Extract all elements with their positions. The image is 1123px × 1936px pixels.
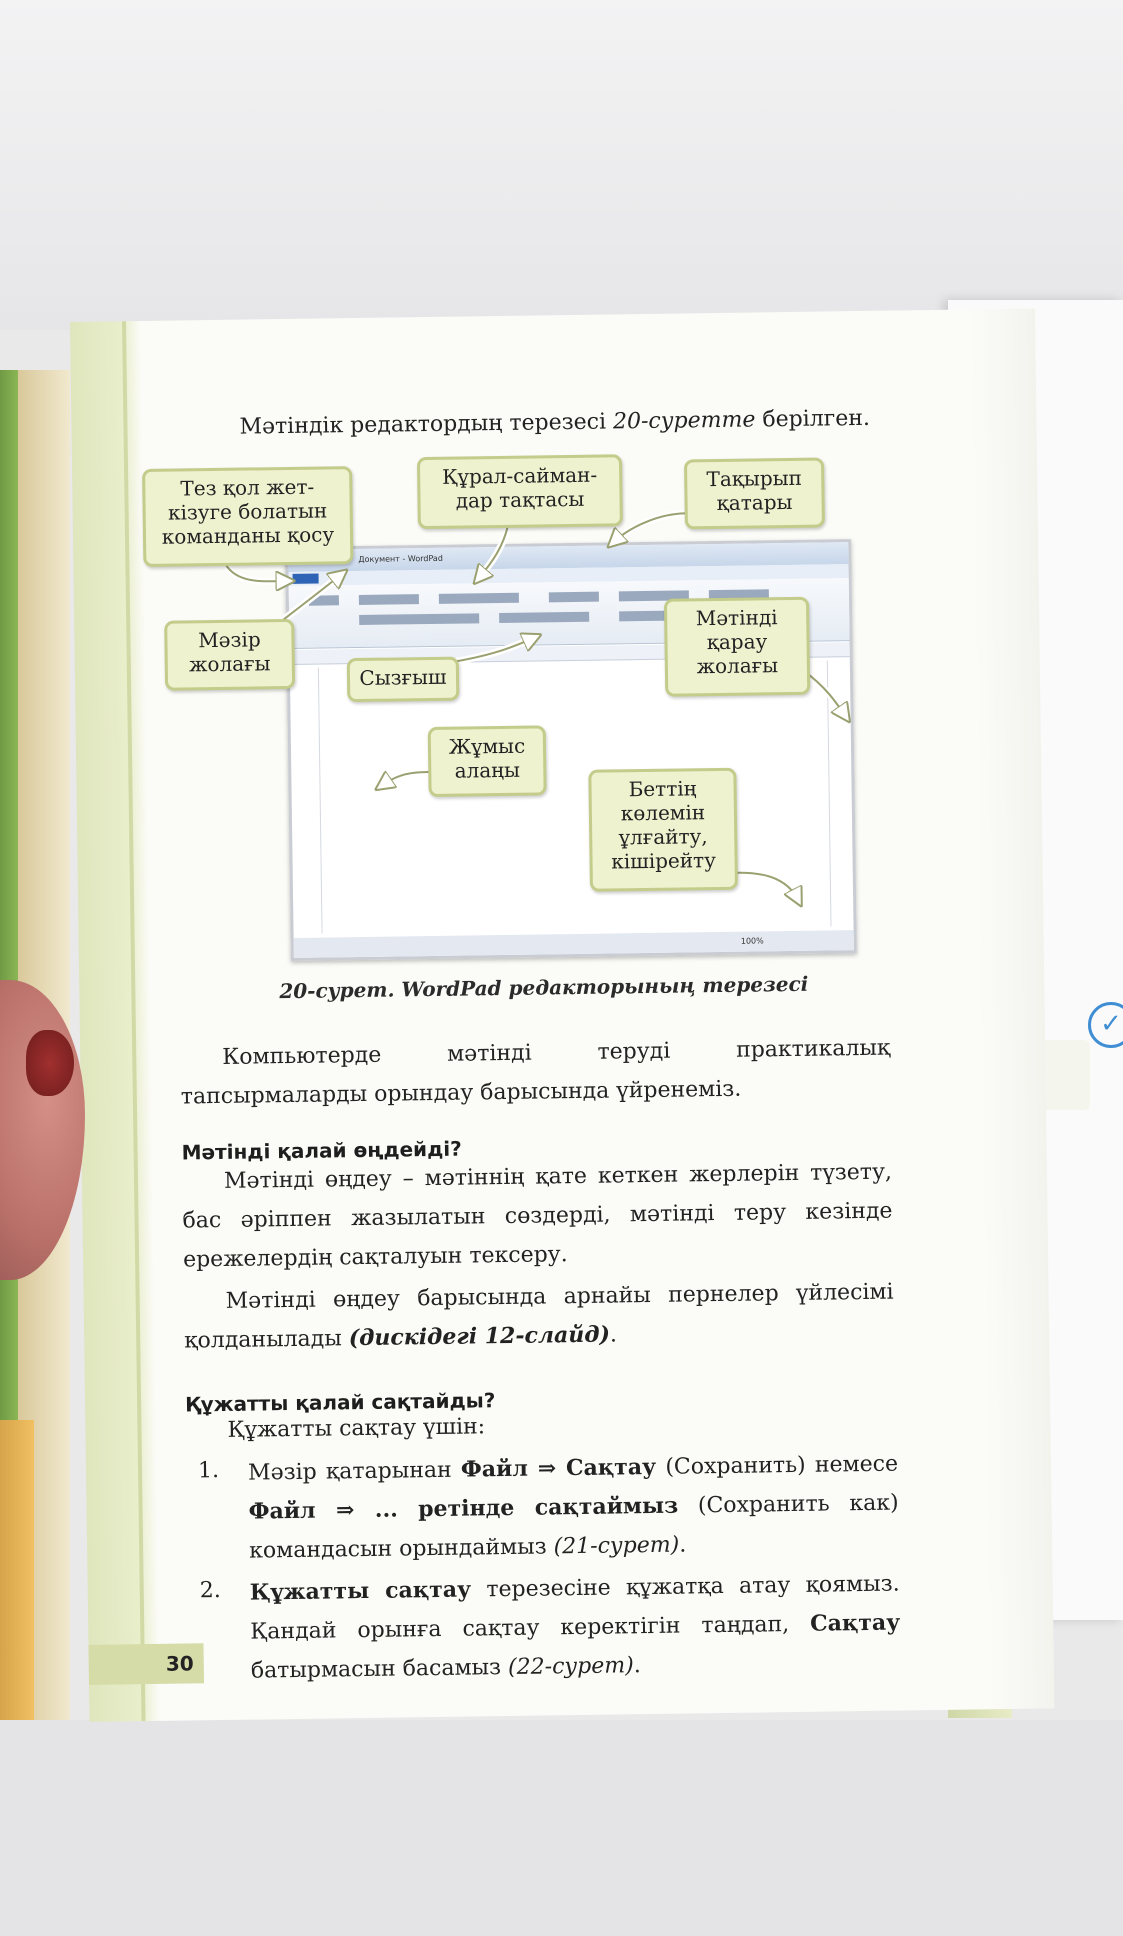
intro-figure-ref: 20-суретте	[612, 407, 756, 435]
callout-menu-bar: Мәзір жолағы	[164, 619, 295, 691]
callout-quick-access: Тез қол жет- кізуге болатын команданы қосу	[142, 466, 353, 567]
figure-ref: (22-сурет)	[507, 1653, 634, 1681]
item-text: .	[633, 1653, 641, 1679]
fingernail	[26, 1030, 74, 1096]
item-text: .	[679, 1532, 687, 1558]
paragraph-key-combinations	[183, 1273, 894, 1361]
key-combo-end: .	[609, 1322, 618, 1348]
key-combo-text: Мәтінді өңдеу барысында арнайы пернелер үйлесімі қолданылады	[184, 1279, 894, 1354]
item-text: батырмасын басамыз	[250, 1655, 509, 1684]
callout-ruler: Сызғыш	[347, 657, 460, 703]
item-text: Мәзір қатарынан	[247, 1457, 462, 1486]
intro-text-end: берілген.	[755, 405, 871, 433]
callout-toolbar: Құрал-сайман- дар тақтасы	[417, 454, 623, 529]
item-bold: Құжатты сақтау	[249, 1576, 472, 1606]
saving-lead: Құжатты сақтау үшін:	[227, 1414, 486, 1443]
list-item-number: 2.	[199, 1578, 221, 1604]
item-text: (Сохранить) немесе	[655, 1451, 899, 1480]
table-surface-top	[0, 0, 1123, 330]
item-bold: Файл ⇒ ... ретінде сақтаймыз	[248, 1492, 679, 1525]
list-item	[249, 1565, 901, 1691]
status-bar: 100%	[294, 930, 854, 958]
textbook-page	[70, 309, 1054, 1722]
paragraph-editing-definition: Мәтінді өңдеу – мәтіннің қате кеткен жерлерін түзету, бас әріппен жазылатын сөздерді, мәтінді теру кезінде ережелердің сақталуын тексеру.	[182, 1159, 893, 1273]
finger	[0, 980, 85, 1280]
callout-view-bar: Мәтінді қарау жолағы	[664, 597, 810, 697]
heading-saving: Құжатты қалай сақтайды?	[184, 1388, 496, 1417]
heading-editing: Мәтінді қалай өңдейді?	[181, 1136, 462, 1165]
check-icon: ✓	[1088, 1002, 1123, 1048]
paragraph-typing: Компьютерде мәтінді теруді практикалық тапсырмаларды орындау барысында үйренеміз.	[180, 1035, 891, 1110]
callout-zoom: Беттің көлемін ұлғайту, кішірейту	[588, 768, 738, 892]
callout-title-bar: Тақырып қатары	[684, 457, 825, 529]
page-number: 30	[88, 1643, 204, 1685]
table-surface-bottom	[0, 1720, 1123, 1936]
list-item	[248, 1445, 900, 1571]
item-bold: Сақтау	[809, 1609, 901, 1637]
right-book-tab	[1040, 1040, 1090, 1110]
item-text: терезесіне құжатқа атау қоямыз. Қандай орынға сақтау керектігін таңдап,	[250, 1571, 900, 1645]
figure-ref: (21-сурет)	[553, 1532, 680, 1560]
item-text: (Сохранить как) командасын орындаймыз	[249, 1490, 899, 1564]
item-bold: Файл ⇒ Сақтау	[460, 1453, 657, 1483]
slide-reference: (дискідегі 12-слайд)	[348, 1321, 611, 1352]
callout-work-area: Жұмыс алаңы	[428, 725, 547, 797]
figure-caption: 20-сурет. WordPad редакторының терезесі	[279, 971, 809, 1004]
left-book-cover	[0, 1420, 34, 1720]
intro-text: Мәтіндік редактордың терезесі	[239, 409, 614, 440]
window-title-bar: Документ - WordPad	[288, 542, 848, 572]
list-item-number: 1.	[197, 1458, 220, 1484]
